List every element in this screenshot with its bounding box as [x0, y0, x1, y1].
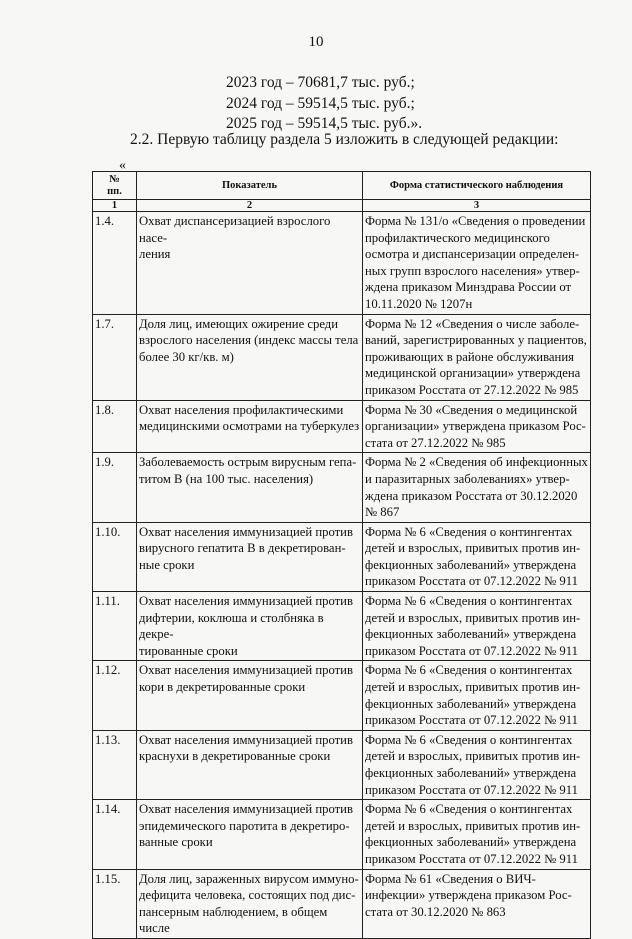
row-indicator: Охват населения иммунизацией против дифтерии, коклюша и столбняка в декре- тированные сроки: [137, 592, 363, 661]
row-number: 1.4.: [93, 212, 137, 315]
row-form: Форма № 6 «Сведения о контингентах детей и взрослых, привитых против ин- фекционных заболеваний» утверждена приказом Росстата от 07.12.2022 № 911: [363, 522, 591, 591]
row-form: Форма № 6 «Сведения о контингентах детей и взрослых, привитых против ин- фекционных заболеваний» утверждена приказом Росстата от 07.12.2022 № 911: [363, 800, 591, 869]
statistics-table: [92, 171, 591, 939]
header-form: Форма статистического наблюдения: [363, 172, 591, 200]
row-number: 1.13.: [93, 730, 137, 799]
row-number: 1.15.: [93, 869, 137, 938]
table-row: [93, 212, 591, 315]
row-number: 1.11.: [93, 592, 137, 661]
row-form: Форма № 2 «Сведения об инфекционных и паразитарных заболеваниях» утвер- ждена приказом Росстата от 30.12.2020 № 867: [363, 453, 591, 522]
table-row: [93, 661, 591, 730]
column-number-row: [93, 200, 591, 212]
table-row: [93, 522, 591, 591]
row-indicator: Охват населения иммунизацией против кори в декретированные сроки: [137, 661, 363, 730]
budget-line-2025: 2025 год – 59514,5 тыс. руб.».: [226, 115, 423, 132]
row-form: Форма № 6 «Сведения о контингентах детей и взрослых, привитых против ин- фекционных заболеваний» утверждена приказом Росстата от 07.12.2022 № 911: [363, 730, 591, 799]
row-indicator: Охват населения иммунизацией против вирусного гепатита В в декретирован- ные сроки: [137, 522, 363, 591]
budget-line-2024: 2024 год – 59514,5 тыс. руб.;: [226, 94, 415, 112]
opening-quote: «: [119, 158, 126, 173]
row-indicator: Заболеваемость острым вирусным гепа- титом В (на 100 тыс. населения): [137, 453, 363, 522]
row-indicator: Охват населения профилактическими медицинскими осмотрами на туберкулез: [137, 400, 363, 453]
table-row: [93, 314, 591, 400]
table-row: [93, 592, 591, 661]
table-row: [93, 453, 591, 522]
page-number: 10: [308, 34, 324, 50]
row-number: 1.7.: [93, 314, 137, 400]
table-row: [93, 400, 591, 453]
row-number: 1.12.: [93, 661, 137, 730]
row-form: Форма № 6 «Сведения о контингентах детей и взрослых, привитых против ин- фекционных заболеваний» утверждена приказом Росстата от 07.12.2022 № 911: [363, 661, 591, 730]
row-indicator: Доля лиц, зараженных вирусом иммуно- дефицита человека, состоящих под дис- пансерным наблюдением, в общем числе: [137, 869, 363, 938]
table-row: [93, 800, 591, 869]
column-number-1: 1: [93, 200, 137, 212]
budget-lines: [226, 73, 422, 135]
column-number-2: 2: [137, 200, 363, 212]
table-body: [93, 212, 591, 939]
row-indicator: Охват населения иммунизацией против эпидемического паротита в декретиро- ванные сроки: [137, 800, 363, 869]
row-indicator: Охват населения иммунизацией против краснухи в декретированные сроки: [137, 730, 363, 799]
row-number: 1.8.: [93, 400, 137, 453]
header-number: № пп.: [93, 172, 137, 200]
row-indicator: Охват диспансеризацией взрослого насе- ления: [137, 212, 363, 315]
table-row: [93, 730, 591, 799]
row-form: Форма № 61 «Сведения о ВИЧ- инфекции» утверждена приказом Рос- стата от 30.12.2020 № 863: [363, 869, 591, 938]
header-indicator: Показатель: [137, 172, 363, 200]
row-form: Форма № 131/о «Сведения о проведении профилактического медицинского осмотра и диспансеризации определен- ных групп взрослого населения» утвер- ждена приказом Минздрава России от 10.11.2020 № 1207н: [363, 212, 591, 315]
row-indicator: Доля лиц, имеющих ожирение среди взрослого населения (индекс массы тела более 30 кг/кв. м): [137, 314, 363, 400]
row-form: Форма № 12 «Сведения о числе заболе- ваний, зарегистрированных у пациентов, проживающих в районе обслуживания медицинской организации» утверждена приказом Росстата от 27.12.2022 № 985: [363, 314, 591, 400]
row-number: 1.14.: [93, 800, 137, 869]
row-number: 1.9.: [93, 453, 137, 522]
row-form: Форма № 30 «Сведения о медицинской организации» утверждена приказом Рос- стата от 27.12.2022 № 985: [363, 400, 591, 453]
table-header-row: [93, 172, 591, 200]
row-number: 1.10.: [93, 522, 137, 591]
amendment-instruction: 2.2. Первую таблицу раздела 5 изложить в следующей редакции:: [130, 131, 559, 148]
budget-line-2023: 2023 год – 70681,7 тыс. руб.;: [226, 74, 415, 91]
column-number-3: 3: [363, 200, 591, 212]
row-form: Форма № 6 «Сведения о контингентах детей и взрослых, привитых против ин- фекционных заболеваний» утверждена приказом Росстата от 07.12.2022 № 911: [363, 592, 591, 661]
